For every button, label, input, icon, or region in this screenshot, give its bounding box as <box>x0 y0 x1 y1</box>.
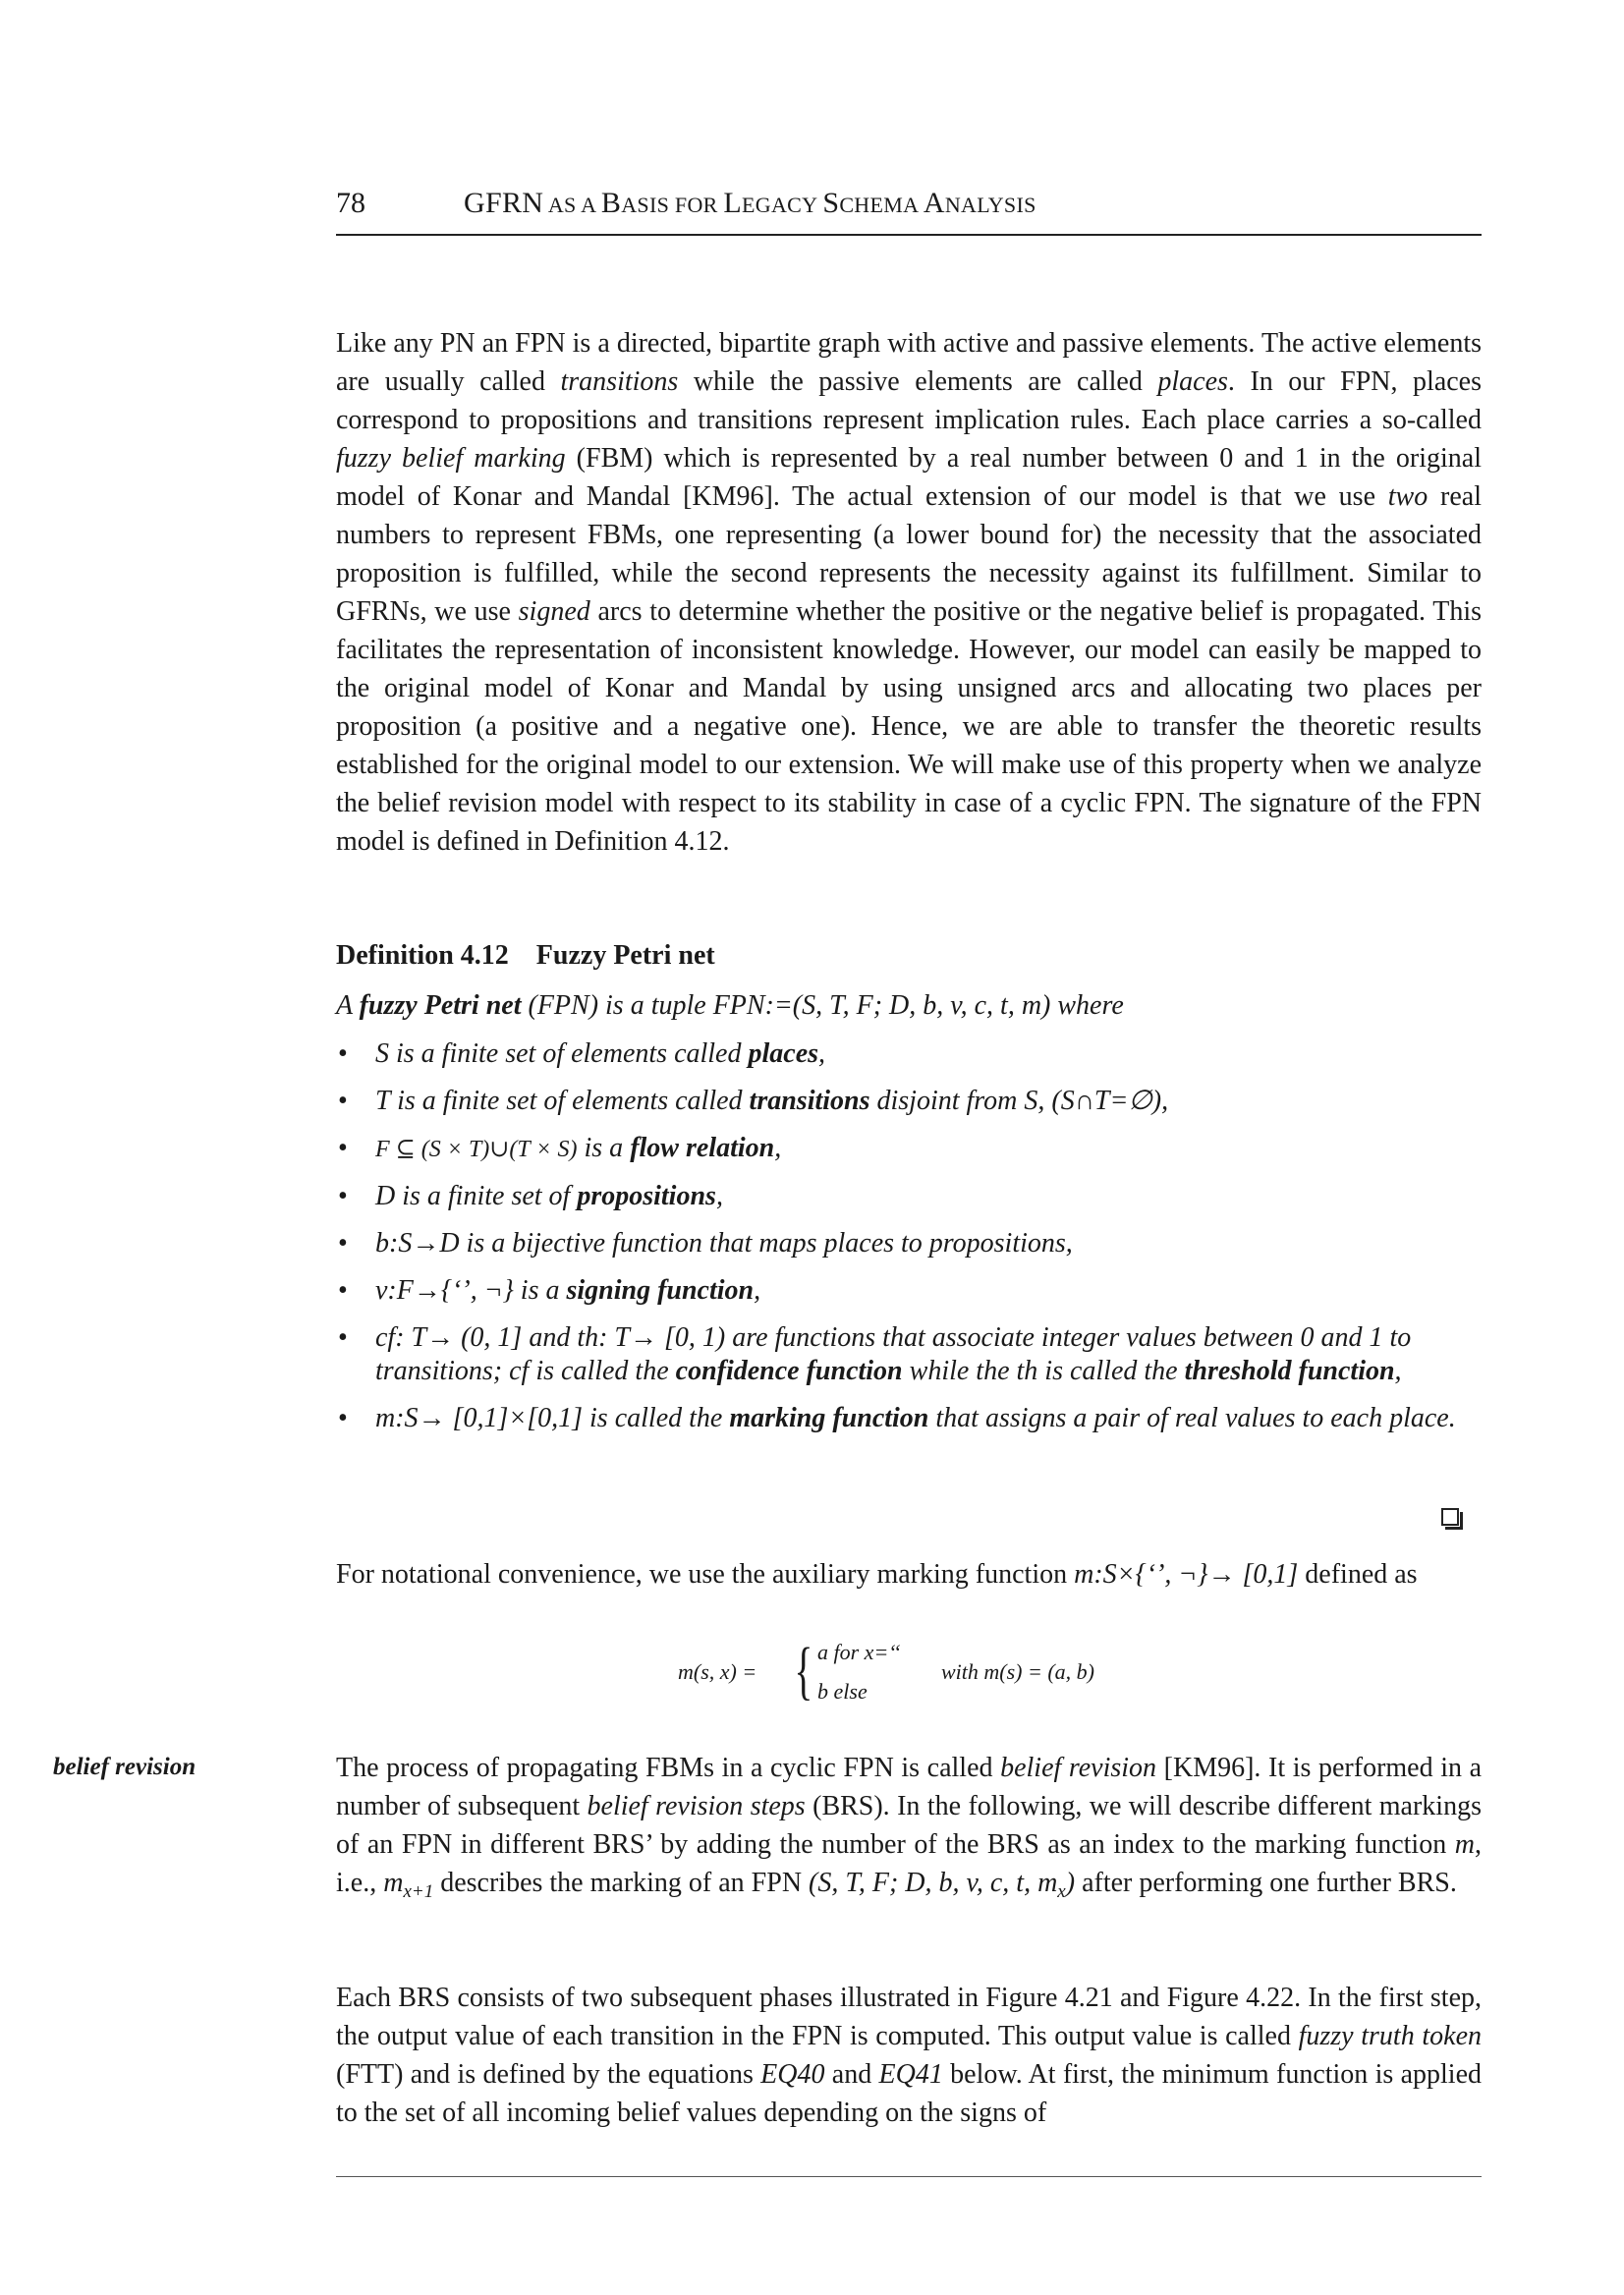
definition-heading: Definition 4.12 Fuzzy Petri net <box>336 940 715 971</box>
list-item: • m:S→ [0,1]×[0,1] is called the marking function that assigns a pair of real values to each place. <box>336 1402 1482 1435</box>
marking-formula <box>678 1636 1267 1714</box>
page-header <box>336 185 1482 236</box>
formula-case-1: a for x=‘‘ <box>817 1640 901 1664</box>
paragraph-fpn-intro: Like any PN an FPN is a directed, bipartite graph with active and passive elements. The active elements are usually called transitions while the passive elements are called places. In our FPN, places correspond to propositions and transitions represent implication rules. Each place carries a so-called fuzzy belief marking (FBM) which is represented by a real number between 0 and 1 in the original model of Konar and Mandal [KM96]. The actual extension of our model is that we use two real numbers to represent FBMs, one representing (a lower bound for) the necessity that the associated proposition is fulfilled, while the second represents the necessity against its fulfillment. Similar to GFRNs, we use signed arcs to determine whether the positive or the negative belief is propagated. This facilitates the representation of inconsistent knowledge. However, our model can easily be mapped to the original model of Konar and Mandal by using unsigned arcs and allocating two places per proposition (a positive and a negative one). Hence, we are able to transfer the theoretic results established for the original model to our extension. We will make use of this property when we analyze the belief revision model with respect to its stability in case of a cyclic FPN. The signature of the FPN model is defined in Definition 4.12. <box>336 328 1483 857</box>
page-number: 78 <box>336 187 365 219</box>
list-item: • F ⊆ (S × T)∪(T × S) is a flow relation, <box>336 1132 1482 1166</box>
footer-rule <box>336 2176 1482 2177</box>
list-item: • b:S→D is a bijective function that maps places to propositions, <box>336 1227 1482 1260</box>
paragraph-belief-revision: The process of propagating FBMs in a cyclic FPN is called belief revision [KM96]. It is performed in a number of subsequent belief revision steps (BRS). In the following, we will describe different markings of an FPN in different BRS’ by adding the number of the BRS as an index to the marking function m, i.e., $m_{x+1}$ describes the marking of an FPN (S, T, F; D, b, v, c, t, $m_x$) after performing one further BRS. <box>336 1753 1482 1902</box>
paragraph-auxiliary-marking: For notational convenience, we use the auxiliary marking function m:S×{‘’, ¬}→ [0,1] defined as <box>336 1559 1418 1590</box>
list-item: • D is a finite set of propositions, <box>336 1180 1482 1213</box>
list-item: • S is a finite set of elements called places, <box>336 1037 1482 1071</box>
list-item: • v:F→{‘’, ¬} is a signing function, <box>336 1274 1482 1308</box>
list-item: • cf: T→ (0, 1] and th: T→ [0, 1) are functions that associate integer values between 0 and 1 to transitions; cf is called the confidence function while the th is called the threshold function, <box>336 1321 1482 1388</box>
paragraph-brs-phases: Each BRS consists of two subsequent phases illustrated in Figure 4.21 and Figure 4.22. In the first step, the output value of each transition in the FPN is computed. This output value is called fuzzy truth token (FTT) and is defined by the equations EQ40 and EQ41 below. At first, the minimum function is applied to the set of all incoming belief values depending on the signs of <box>336 1983 1483 2128</box>
formula-rhs: with m(s) = (a, b) <box>941 1659 1094 1684</box>
list-item: • T is a finite set of elements called transitions disjoint from S, (S∩T=∅), <box>336 1085 1482 1118</box>
margin-note: belief revision <box>53 1754 196 1780</box>
left-brace-icon: { <box>794 1635 813 1707</box>
definition-list <box>336 1037 1482 1449</box>
running-title: GFRN AS A BASIS FOR LEGACY SCHEMA ANALYSIS <box>464 187 1036 219</box>
end-of-definition-icon <box>1441 1508 1459 1526</box>
formula-case-2: b else <box>817 1679 868 1704</box>
definition-intro: A fuzzy Petri net (FPN) is a tuple FPN:=(S, T, F; D, b, v, c, t, m) where <box>336 990 1124 1021</box>
formula-lhs: m(s, x) = <box>678 1659 757 1684</box>
